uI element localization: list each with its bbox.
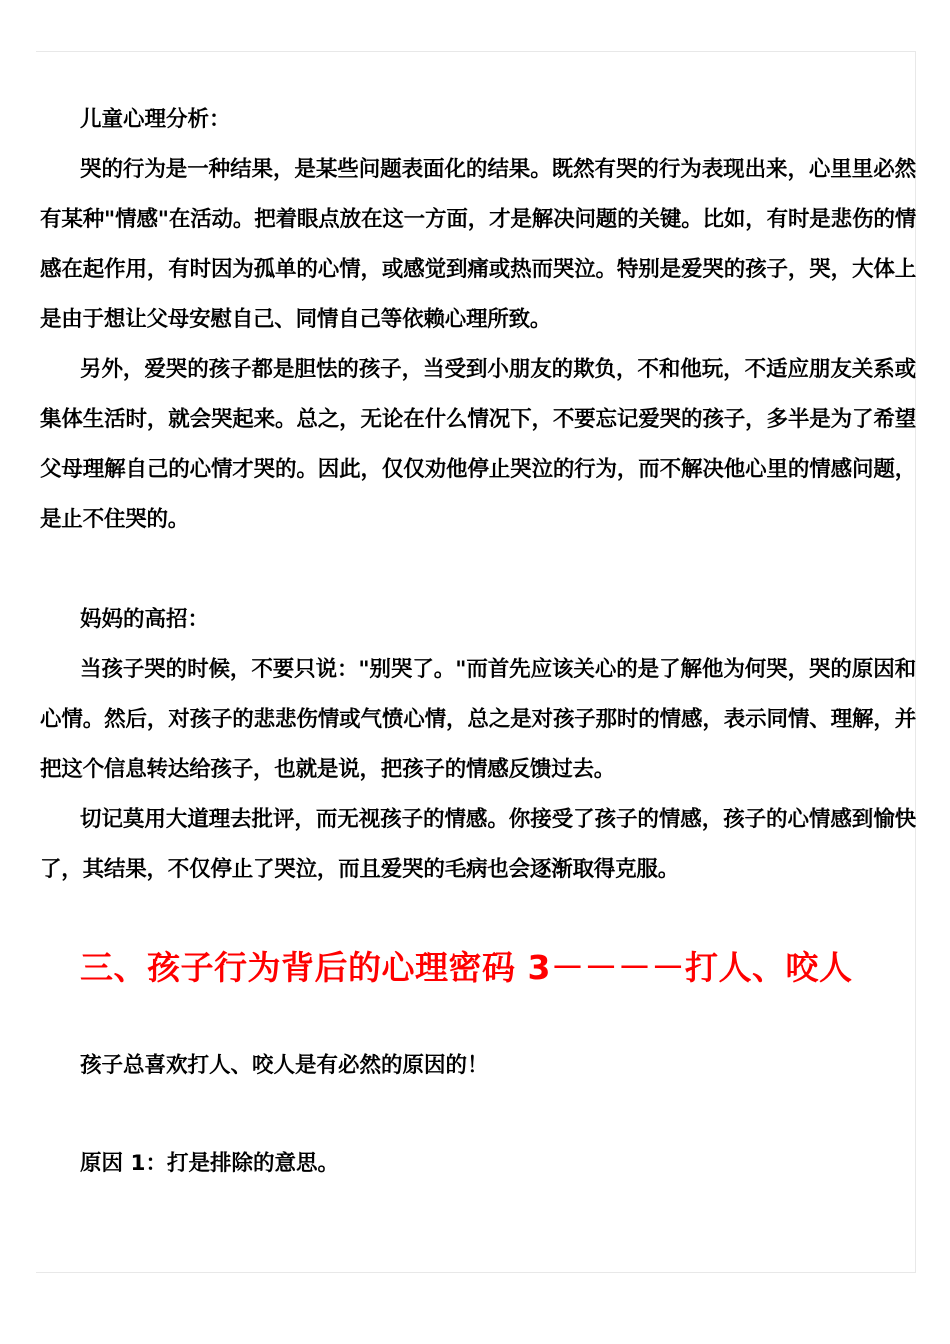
section-3-reason-1: 原因 1：打是排除的意思。	[80, 1151, 339, 1176]
child-psychology-paragraph-1: 哭的行为是一种结果，是某些问题表面化的结果。既然有哭的行为表现出来，心里里必然有某种"情感"在活动。把着眼点放在这一方面，才是解决问题的关键。比如，有时是悲伤的情感在起作用，有时因为孤单的心情，或感觉到痛或热而哭泣。特别是爱哭的孩子，哭，大体上是由于想让父母安慰自己、同情自己等依赖心理所致。	[40, 157, 916, 332]
mom-tips-heading: 妈妈的高招：	[80, 607, 210, 632]
mom-tips-paragraph-2: 切记莫用大道理去批评，而无视孩子的情感。你接受了孩子的情感，孩子的心情感到愉快了，其结果，不仅停止了哭泣，而且爱哭的毛病也会逐渐取得克服。	[40, 807, 916, 882]
child-psychology-heading: 儿童心理分析：	[80, 107, 231, 132]
spacer	[40, 895, 916, 943]
section-3-title: 三、孩子行为背后的心理密码 3－－－－打人、咬人	[80, 948, 853, 987]
spacer	[40, 545, 916, 595]
spacer	[40, 993, 916, 1041]
section-3-intro: 孩子总喜欢打人、咬人是有必然的原因的！	[80, 1053, 489, 1078]
spacer	[40, 1091, 916, 1139]
document-body	[40, 95, 916, 1189]
child-psychology-paragraph-2: 另外，爱哭的孩子都是胆怯的孩子，当受到小朋友的欺负，不和他玩，不适应朋友关系或集体生活时，就会哭起来。总之，无论在什么情况下，不要忘记爱哭的孩子，多半是为了希望父母理解自己的心情才哭的。因此，仅仅劝他停止哭泣的行为，而不解决他心里的情感问题，是止不住哭的。	[40, 357, 916, 532]
mom-tips-paragraph-1: 当孩子哭的时候，不要只说："别哭了。"而首先应该关心的是了解他为何哭，哭的原因和心情。然后，对孩子的悲悲伤情或气愤心情，总之是对孩子那时的情感，表示同情、理解，并把这个信息转达给孩子，也就是说，把孩子的情感反馈过去。	[40, 657, 916, 782]
